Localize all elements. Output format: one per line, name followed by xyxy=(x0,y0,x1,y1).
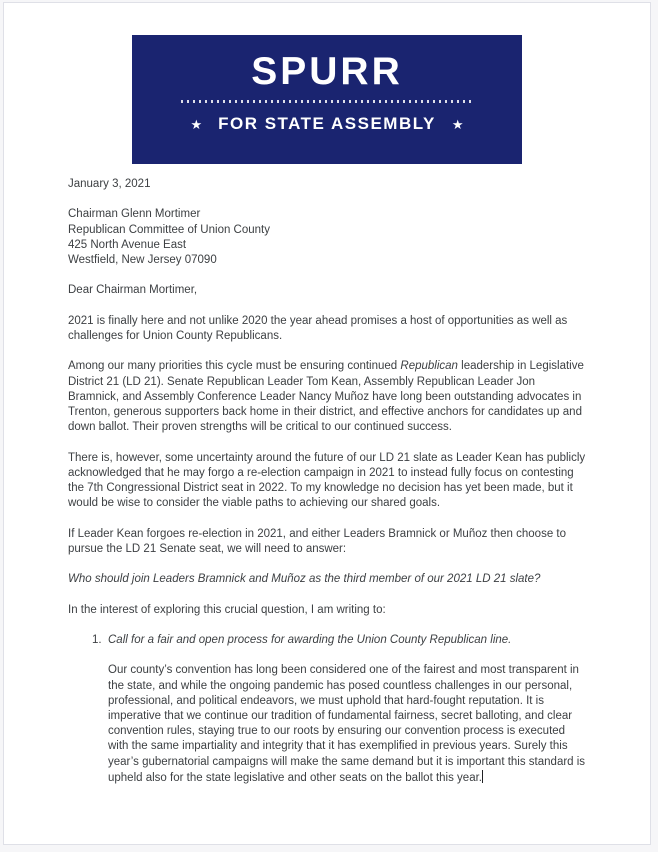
list-item-number: 1. xyxy=(92,633,102,646)
list-item-title: Call for a fair and open process for awarding the Union County Republican line. xyxy=(108,633,512,646)
paragraph-priorities-text: Among our many priorities this cycle must be ensuring continued xyxy=(68,360,401,373)
letter-body[interactable] xyxy=(68,177,588,786)
salutation: Dear Chairman Mortimer, xyxy=(68,284,198,297)
recipient-name: Chairman Glenn Mortimer xyxy=(68,208,201,221)
recipient-organization: Republican Committee of Union County xyxy=(68,223,270,236)
paragraph-scenario: If Leader Kean forgoes re-election in 2021, and either Leaders Bramnick or Muñoz then choose to pursue the LD 21 Senate seat, we will need to answer: xyxy=(68,527,566,555)
campaign-logo[interactable] xyxy=(132,35,522,164)
recipient-city-state-zip: Westfield, New Jersey 07090 xyxy=(68,254,217,266)
recipient-street: 425 North Avenue East xyxy=(68,238,187,251)
paragraph-priorities-emphasis: Republican xyxy=(400,360,458,373)
star-icon: ★ xyxy=(190,116,203,132)
list-item-body xyxy=(68,663,588,786)
document-page[interactable] xyxy=(3,2,651,845)
text-cursor xyxy=(482,770,483,783)
candidate-name: SPURR xyxy=(251,50,403,93)
numbered-list-item xyxy=(68,633,588,648)
dotted-divider xyxy=(181,100,473,103)
paragraph-priorities-text: leadership in Legislative District 21 (LD 21). Senate Republican Leader Tom Kean, Assembly Republican Leader Jon Bramnick, and Assembly Conference Leader Nancy Muñoz have long been outstanding advocates in Trenton, generous supporters back home in their district, and effective anchors for candidates up and down ballot. Their proven strengths will be critical to our continued success. xyxy=(68,360,584,434)
campaign-tagline xyxy=(190,114,463,134)
letter-date: January 3, 2021 xyxy=(68,178,151,190)
key-question: Who should join Leaders Bramnick and Muñoz as the third member of our 2021 LD 21 slate? xyxy=(68,573,541,586)
star-icon: ★ xyxy=(451,116,464,132)
recipient-address xyxy=(68,207,588,268)
paragraph-priorities xyxy=(68,359,588,435)
paragraph-intro: 2021 is finally here and not unlike 2020 the year ahead promises a host of opportunities as well as challenges for Union County Republicans. xyxy=(68,314,568,342)
list-item-body-text: Our county’s convention has long been considered one of the fairest and most transparent in the state, and while the ongoing pandemic has posed countless challenges in our personal, professional, and political endeavors, we must uphold that hard-fought reputation. It is imperative that we continue our tradition of fundamental fairness, secret balloting, and clear convention rules, staying true to our roots by ensuring our convention process is executed with the same impartiality and integrity that it has exemplified in previous years. Surely this year’s gubernatorial campaigns will make the same demand but it is important this standard is upheld also for the state legislative and other seats on the ballot this year. xyxy=(108,664,586,784)
paragraph-purpose: In the interest of exploring this crucial question, I am writing to: xyxy=(68,603,386,616)
tagline-text: FOR STATE ASSEMBLY xyxy=(218,114,436,133)
paragraph-uncertainty: There is, however, some uncertainty around the future of our LD 21 slate as Leader Kean has publicly acknowledged that he may forgo a re-election campaign in 2021 to instead fully focus on contesting the 7th Congressional District seat in 2022. To my knowledge no decision has yet been made, but it would be wise to consider the viable paths to achieving our shared goals. xyxy=(68,451,586,510)
